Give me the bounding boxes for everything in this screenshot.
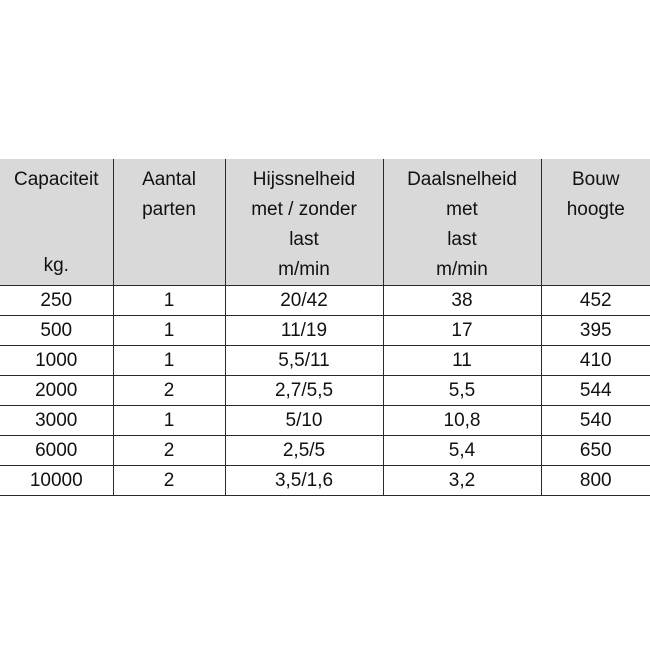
cell-capacity: 1000 (0, 346, 113, 376)
header-lift-speed (225, 159, 383, 286)
cell-lower-speed: 5,5 (383, 376, 541, 406)
cell-lower-speed: 38 (383, 286, 541, 316)
cell-height: 540 (541, 406, 650, 436)
cell-lower-speed: 10,8 (383, 406, 541, 436)
header-parts-line2: parten (142, 199, 196, 220)
cell-lower-speed: 17 (383, 316, 541, 346)
table-row (0, 316, 650, 346)
header-lower-speed (383, 159, 541, 286)
cell-parts: 1 (113, 286, 225, 316)
cell-height: 410 (541, 346, 650, 376)
cell-lower-speed: 3,2 (383, 466, 541, 496)
cell-parts: 2 (113, 436, 225, 466)
cell-capacity: 10000 (0, 466, 113, 496)
cell-height: 800 (541, 466, 650, 496)
cell-lift-speed: 2,7/5,5 (225, 376, 383, 406)
cell-height: 395 (541, 316, 650, 346)
header-capacity (0, 159, 113, 286)
cell-capacity: 3000 (0, 406, 113, 436)
cell-capacity: 6000 (0, 436, 113, 466)
header-lift-speed-line3: last (289, 229, 319, 250)
header-lift-speed-line1: Hijssnelheid (252, 169, 356, 190)
header-parts (113, 159, 225, 286)
cell-parts: 2 (113, 376, 225, 406)
spec-table-container (0, 159, 650, 496)
table-row (0, 436, 650, 466)
cell-height: 452 (541, 286, 650, 316)
cell-capacity: 500 (0, 316, 113, 346)
cell-capacity: 250 (0, 286, 113, 316)
cell-parts: 1 (113, 406, 225, 436)
cell-lift-speed: 5,5/11 (225, 346, 383, 376)
cell-height: 650 (541, 436, 650, 466)
header-height-line2: hoogte (566, 199, 625, 220)
cell-parts: 1 (113, 316, 225, 346)
cell-lift-speed: 2,5/5 (225, 436, 383, 466)
table-row (0, 286, 650, 316)
header-parts-line1: Aantal (142, 169, 196, 190)
cell-lift-speed: 3,5/1,6 (225, 466, 383, 496)
header-capacity-unit: kg. (43, 255, 69, 276)
table-row (0, 466, 650, 496)
cell-lower-speed: 5,4 (383, 436, 541, 466)
header-capacity-label: Capaciteit (14, 169, 99, 190)
header-lower-speed-line2: met (446, 199, 478, 220)
cell-lower-speed: 11 (383, 346, 541, 376)
cell-lift-speed: 5/10 (225, 406, 383, 436)
header-lower-speed-line1: Daalsnelheid (407, 169, 517, 190)
table-row (0, 376, 650, 406)
header-height-line1: Bouw (571, 169, 620, 190)
cell-parts: 1 (113, 346, 225, 376)
cell-parts: 2 (113, 466, 225, 496)
header-lower-speed-line4: m/min (436, 259, 488, 280)
header-lower-speed-line3: last (447, 229, 477, 250)
cell-lift-speed: 11/19 (225, 316, 383, 346)
header-lift-speed-line2: met / zonder (251, 199, 357, 220)
header-lift-speed-line4: m/min (278, 259, 330, 280)
table-row (0, 406, 650, 436)
table-row (0, 346, 650, 376)
cell-lift-speed: 20/42 (225, 286, 383, 316)
cell-height: 544 (541, 376, 650, 406)
header-height (541, 159, 650, 286)
cell-capacity: 2000 (0, 376, 113, 406)
table-header-row (0, 159, 650, 286)
hoist-spec-table (0, 159, 650, 496)
